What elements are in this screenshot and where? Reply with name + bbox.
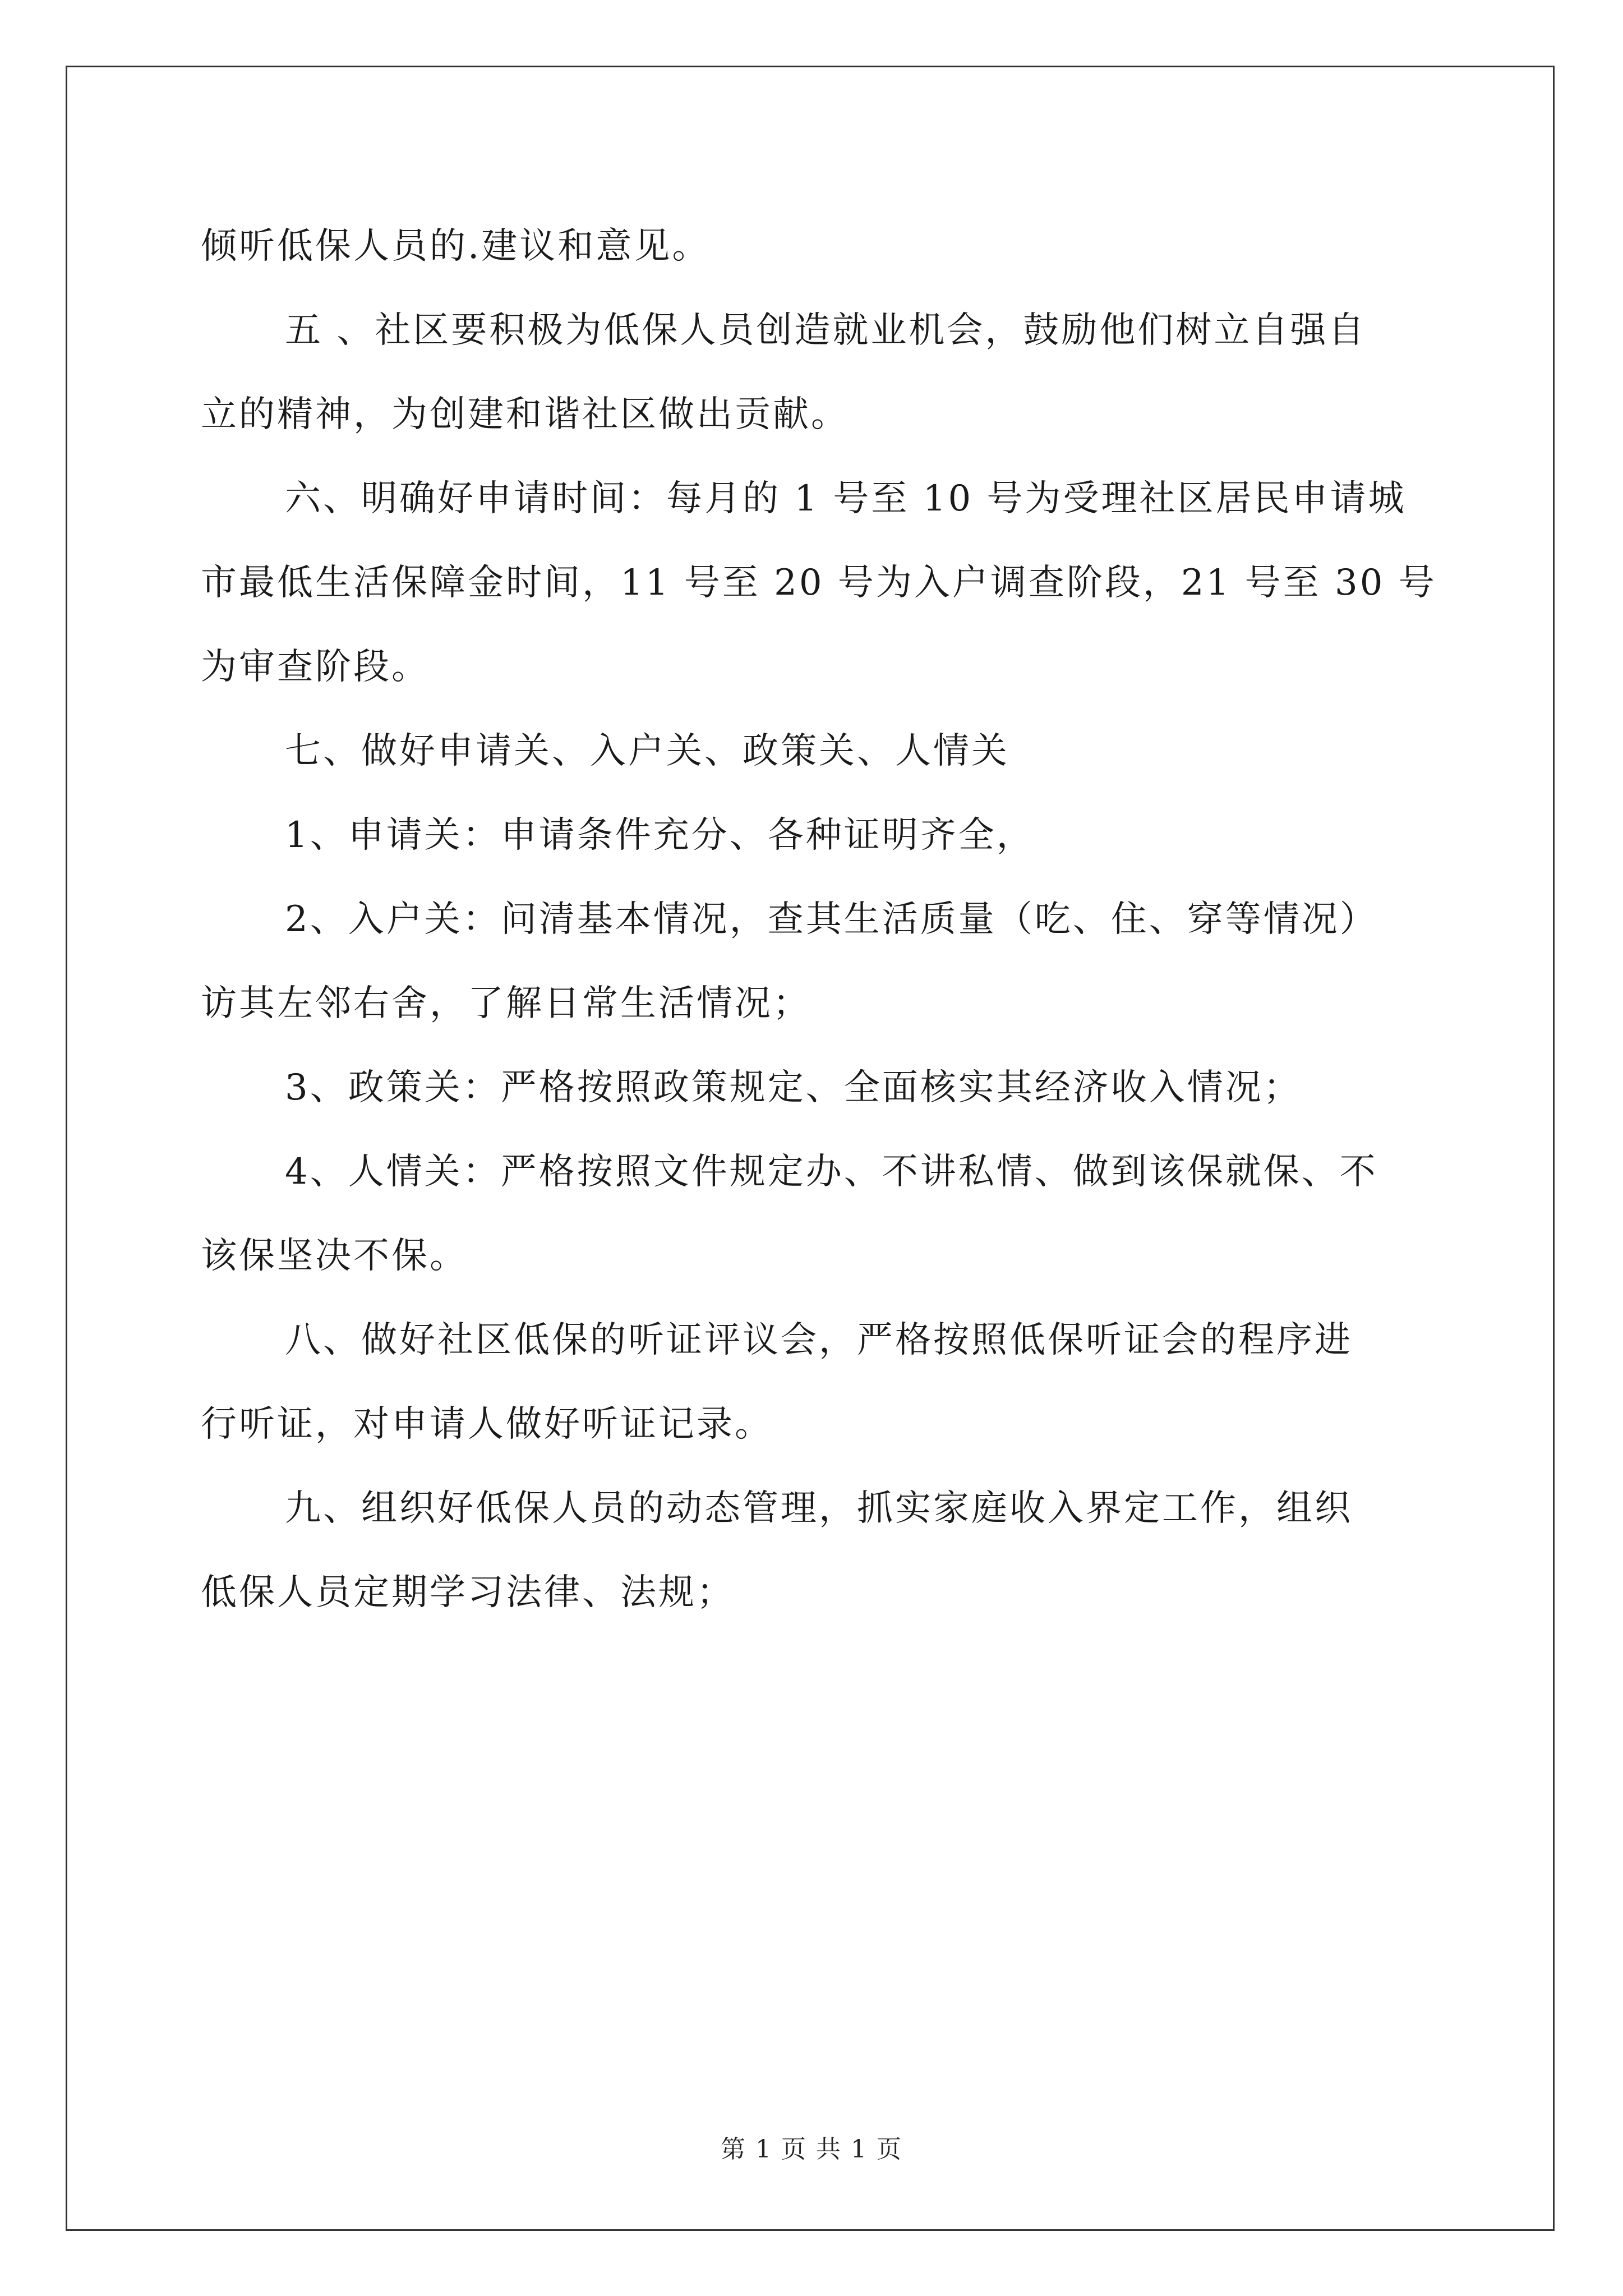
text-line: 立的精神，为创建和谐社区做出贡献。 xyxy=(201,394,849,435)
text-line: 4、人情关：严格按照文件规定办、不讲私情、做到该保就保、不 xyxy=(285,1151,1378,1193)
text-line: 市最低生活保障金时间，11 号至 20 号为入户调查阶段，21 号至 30 号 xyxy=(201,562,1437,604)
text-line: 七、做好申请关、入户关、政策关、人情关 xyxy=(285,730,1009,772)
text-line: 八、做好社区低保的听证评议会，严格按照低保听证会的程序进 xyxy=(285,1319,1353,1361)
page-number: 第 1 页 共 1 页 xyxy=(721,2135,902,2164)
text-line: 倾听低保人员的.建议和意见。 xyxy=(201,226,711,267)
text-line: 访其左邻右舍，了解日常生活情况； xyxy=(201,983,811,1024)
text-line: 低保人员定期学习法律、法规； xyxy=(201,1572,735,1613)
document-body xyxy=(201,204,1440,1635)
text-line: 行听证，对申请人做好听证记录。 xyxy=(201,1404,773,1445)
text-line: 六、明确好申请时间：每月的 1 号至 10 号为受理社区居民申请城 xyxy=(285,478,1407,519)
text-line: 九、组织好低保人员的动态管理，抓实家庭收入界定工作，组织 xyxy=(285,1488,1353,1529)
text-line: 3、政策关：严格按照政策规定、全面核实其经济收入情况； xyxy=(285,1067,1302,1108)
text-line: 该保坚决不保。 xyxy=(201,1235,468,1277)
text-line: 2、入户关：问清基本情况，查其生活质量（吃、住、穿等情况） xyxy=(285,899,1378,940)
text-line: 为审查阶段。 xyxy=(201,646,430,688)
text-line: 1、申请关：申请条件充分、各种证明齐全， xyxy=(285,815,1035,856)
text-line: 五 、社区要积极为低保人员创造就业机会，鼓励他们树立自强自 xyxy=(285,310,1367,351)
